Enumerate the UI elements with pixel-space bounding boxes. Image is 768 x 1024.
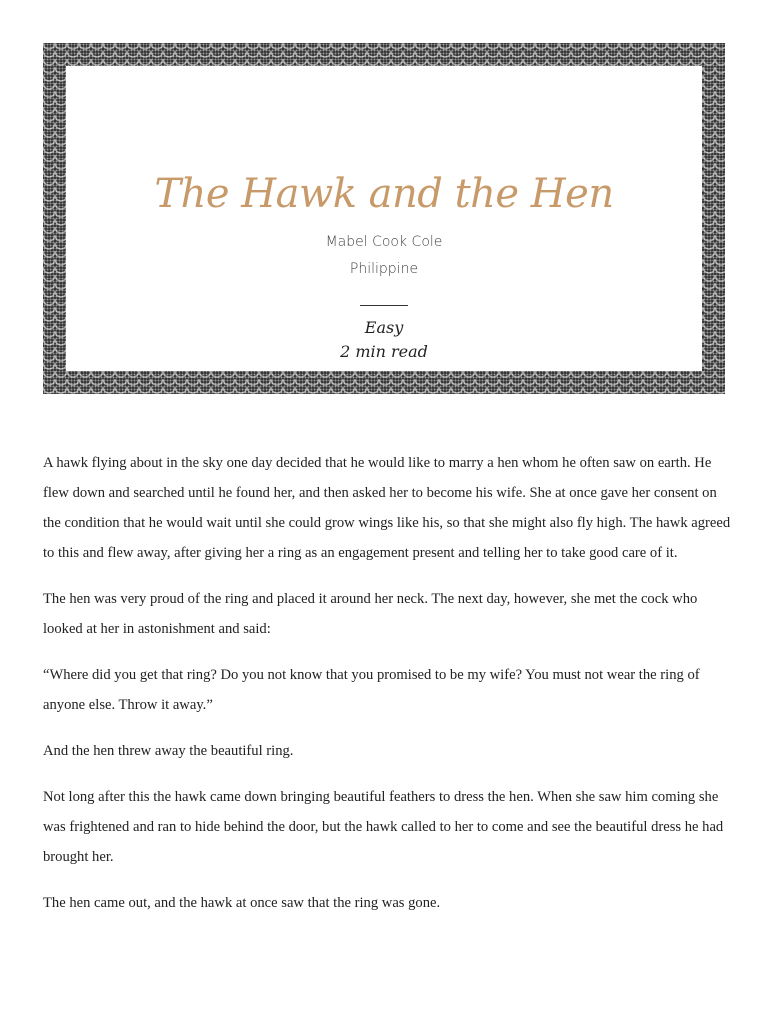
story-body [43,448,733,934]
story-origin: Philippine [349,261,419,277]
read-time-label: 2 min read [340,342,428,361]
story-paragraph: “Where did you get that ring? Do you not know that you promised to be my wife? You must not wear the ring of anyone else. Throw it away.” [43,667,700,713]
decorative-pattern-frame [43,43,725,394]
story-author: Mabel Cook Cole [325,234,443,250]
difficulty-label: Easy [364,318,404,337]
story-paragraph: The hen came out, and the hawk at once saw that the ring was gone. [43,895,441,911]
story-title: The Hawk and the Hen [154,171,614,217]
divider [360,305,408,306]
story-paragraph: A hawk flying about in the sky one day decided that he would like to marry a hen whom he often saw on earth. He flew down and searched until he found her, and then asked her to become his wife. She at once gave her consent on the condition that he would wait until she could grow wings like his, so that she might also fly high. The hawk agreed to this and flew away, after giving her a ring as an engagement present and telling her to take good care of it. [43,455,731,561]
story-paragraph: And the hen threw away the beautiful ring. [43,743,294,759]
story-paragraph: The hen was very proud of the ring and placed it around her neck. The next day, however, she met the cock who looked at her in astonishment and said: [43,591,698,637]
story-paragraph: Not long after this the hawk came down bringing beautiful feathers to dress the hen. When she saw him coming she was frightened and ran to hide behind the door, but the hawk called to her to come and see the beautiful dress he had brought her. [43,789,724,865]
title-card [66,66,702,371]
